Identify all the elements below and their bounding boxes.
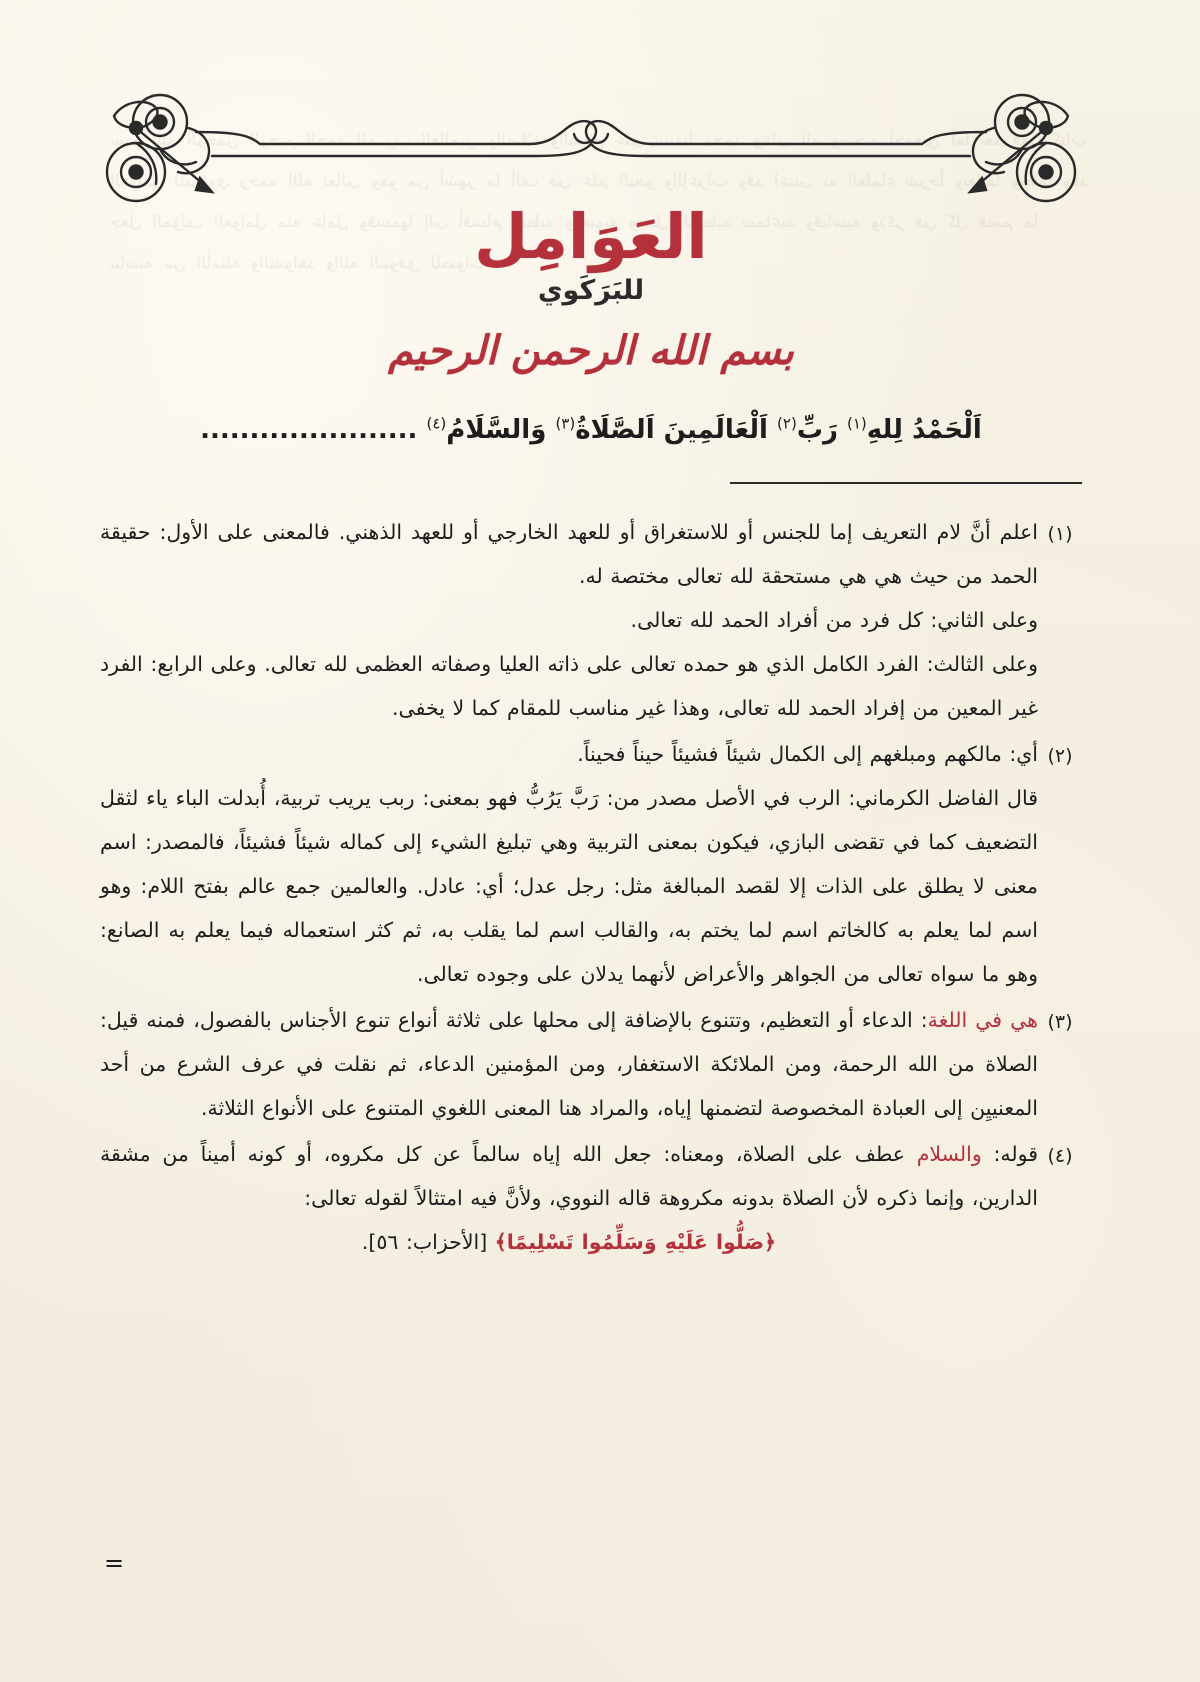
matn-segment: وَالسَّلَامُ$^{(٤)}$ <box>426 414 547 446</box>
note-body <box>100 998 1038 1130</box>
matn-segment: رَبِّ$^{(٢)}$ <box>777 414 838 446</box>
book-title: العَوَامِل <box>474 200 708 273</box>
note-paragraph: قال الفاضل الكرماني: الرب في الأصل مصدر من: رَبَّ يَرُبُّ فهو بمعنى: ربب يريب تربية، أُبدلت الباء ياء لثقل التضعيف كما في تقضى البازي، فيكون بمعنى التربية وهي تبليغ الشيء إلى كماله شيئاً فشيئاً، فالمصدر: اسم معنى لا يطلق على الذات إلا لقصد المبالغة مثل: رجل عدل؛ أي: عادل. والعالمين جمع عالم بفتح اللام: وهو اسم لما يعلم به كالخاتم اسم لما يختم به، والقالب اسم لما يقلب به، ثم كثر استعماله فيما يعلم به الصانع: وهو ما سواه تعالى من الجواهر والأعراض لأنهما يدلان على وجوده تعالى. <box>100 785 1038 986</box>
reverse-page-bleedthrough: بسم الله الرحمن الرحيم الحمد لله رب العالمين والصلاة والسلام على سيدنا محمد وعلى آله وصحبه أجمعين أما بعد فهذا كتاب العوامل للبركوي رحمه الله تعالى وهو من أشهر ما ألف في علم النحو والإعراب وقد اعتنى به العلماء شرحاً وتعليقاً ونظماً وقد جعل المؤلف العوامل مئة عامل وقسمها إلى أقسام لفظية ومعنوية وجعل اللفظية سماعية وقياسية وذكر في كل قسم ما يناسبه من الأمثلة والشواهد والله الموفق للصواب <box>110 130 1089 273</box>
note-number: (٣) <box>1047 1010 1073 1033</box>
matn-footnote-ref: (٢) <box>777 414 797 433</box>
ornamental-header-rule <box>100 92 1082 210</box>
commentary-note <box>100 1132 1082 1264</box>
note-body <box>100 732 1038 996</box>
note-number: (٢) <box>1047 744 1073 767</box>
note-body <box>100 510 1038 730</box>
commentary-note <box>100 510 1082 730</box>
commentary-note <box>100 998 1082 1130</box>
note-paragraph: اعلم أنَّ لام التعريف إما للجنس أو للاستغراق أو للعهد الخارجي أو للعهد الذهني. فالمعنى على الأول: حقيقة الحمد من حيث هي هي مستحقة لله تعالى مختصة له. <box>100 519 1038 588</box>
matn-footnote-ref: (٤) <box>426 414 447 433</box>
commentary-divider <box>730 482 1082 484</box>
matn-footnote-ref: (٣) <box>555 414 576 433</box>
note-paragraph: وعلى الثالث: الفرد الكامل الذي هو حمده تعالى على ذاته العليا وصفاته العظمى لله تعالى. وعلى الرابع: الفرد غير المعين من إفراد الحمد لله تعالى، وهذا غير مناسب للمقام كما لا يخفى. <box>100 651 1038 720</box>
commentary-section <box>100 510 1082 1264</box>
matn-line <box>100 410 1082 452</box>
matn-segment: اَلْحَمْدُ لِلهِ$^{(١)}$ <box>847 414 982 446</box>
basmala: بسم الله الرحمن الرحيم <box>388 328 794 375</box>
commentary-note <box>100 732 1082 996</box>
quran-verse: ﴿صَلُّوا عَلَيْهِ وَسَلِّمُوا تَسْلِيمًا﴾ <box>494 1229 777 1254</box>
note-paragraph: هي في اللغة: الدعاء أو التعظيم، وتتنوع بالإضافة إلى محلها على ثلاثة أنواع تنوع الأجناس بالفصول، فمنه قيل: الصلاة من الله الرحمة، ومن الملائكة الاستغفار، ومن المؤمنين الدعاء، ثم نقلت في عرف الشرع من أحد المعنييِن إلى العبادة المخصوصة لتضمنها إياه، والمراد هنا المعنى اللغوي المتنوع على الأنواع الثلاثة. <box>100 1007 1038 1120</box>
matn-footnote-ref: (١) <box>847 414 867 433</box>
matn-text <box>417 415 981 445</box>
note-number: (٤) <box>1047 1144 1073 1167</box>
note-paragraphs <box>100 1132 1038 1220</box>
note-paragraph: وعلى الثاني: كل فرد من أفراد الحمد لله تعالى. <box>630 607 1038 632</box>
note-number: (١) <box>1047 522 1073 545</box>
matn-segment: اَلْعَالَمِينَ اَلصَّلَاةُ$^{(٣)}$ <box>555 414 768 446</box>
matn-trailing-dots: ...................... <box>200 415 418 446</box>
note-paragraph: أي: مالكهم ومبلغهم إلى الكمال شيئاً فشيئاً حيناً فحيناً. <box>577 741 1038 766</box>
note-body <box>100 1132 1038 1264</box>
book-author: للبَرَكَوي <box>537 275 645 307</box>
floral-scroll-rule-icon <box>100 92 1082 210</box>
quran-verse-line <box>100 1220 1038 1264</box>
quran-citation: [الأحزاب: ٥٦]. <box>361 1229 488 1254</box>
note-paragraph: قوله: والسلام عطف على الصلاة، ومعناه: جعل الله إياه سالماً عن كل مكروه، أو كونه أميناً من مشقة الدارين، وإنما ذكره لأن الصلاة بدونه مكروهة قاله النووي، ولأنَّ فيه امتثالاً لقوله تعالى: <box>100 1141 1038 1210</box>
continuation-mark: = <box>104 1549 125 1577</box>
